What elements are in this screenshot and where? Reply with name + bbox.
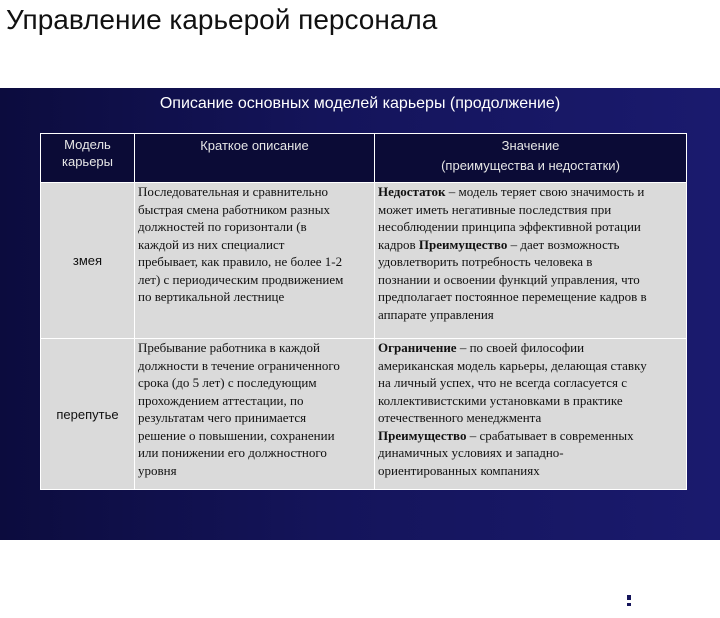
value-text: несоблюдении принципа эффективной ротации	[378, 219, 641, 234]
model-name-cell	[41, 339, 135, 490]
header-description-label: Краткое описание	[200, 138, 309, 153]
header-value-line: Значение	[501, 138, 560, 153]
slide-title: Управление карьерой персонала	[6, 4, 438, 35]
header-description	[135, 134, 375, 183]
value-text: аппарате управления	[378, 306, 494, 322]
description-line: Пребывание работника в каждой	[138, 340, 320, 355]
value-text: познании и освоении функций управления, что	[378, 271, 640, 287]
description-line: по вертикальной лестнице	[138, 289, 285, 304]
table-row	[41, 339, 687, 490]
model-name-cell	[41, 183, 135, 339]
value-line	[378, 444, 684, 462]
model-value-cell	[375, 339, 687, 490]
value-keyword: Преимущество	[378, 427, 467, 443]
value-line	[378, 253, 684, 271]
model-name: перепутье	[56, 406, 119, 422]
content-panel	[0, 88, 720, 612]
value-line	[378, 339, 684, 357]
value-text: предполагает постоянное перемещение кадров в	[378, 289, 647, 304]
value-text: на личный успех, что не всегда согласуется с	[378, 375, 628, 390]
value-text: может иметь негативные последствия при	[378, 201, 612, 217]
description-line: лет) с периодическим продвижением	[138, 271, 344, 287]
description-line: должностей по горизонтали (в	[138, 219, 307, 234]
table-row	[41, 183, 687, 339]
value-text: удовлетворить потребность человека в	[378, 254, 593, 269]
value-keyword: Преимущество	[418, 236, 508, 252]
description-line: пребывает, как правило, не более 1-2	[138, 254, 343, 269]
vguies-logo	[622, 588, 694, 618]
description-line: результатам чего принимается	[138, 410, 307, 425]
value-text: коллективистскими установками в практике	[378, 392, 623, 408]
value-line	[378, 392, 684, 410]
header-model-line: карьеры	[61, 154, 113, 169]
slide-subtitle: Описание основных моделей карьеры (продолжение)	[159, 95, 561, 112]
career-models-table	[40, 133, 687, 490]
value-line	[378, 427, 684, 445]
model-name: змея	[72, 253, 103, 268]
value-line	[378, 409, 684, 427]
description-line: быстрая смена работником разных	[138, 201, 330, 217]
model-description-cell	[135, 183, 375, 339]
logo-text: ВГУЭС	[640, 593, 694, 612]
value-line	[378, 374, 684, 392]
value-text: – срабатывает в современных	[466, 427, 634, 443]
value-line	[378, 236, 684, 254]
description-line: уровня	[138, 462, 177, 478]
table-header-row	[41, 134, 687, 183]
description-line: или понижении его должностного	[138, 445, 327, 460]
header-model-line: Модель	[64, 137, 111, 152]
value-line	[378, 201, 684, 219]
value-line	[378, 218, 684, 236]
value-text: динамичных условиях и западно-	[378, 445, 564, 460]
model-value-cell	[375, 183, 687, 339]
university-emblem-icon	[622, 590, 636, 616]
description-line: должности в течение ограниченного	[138, 357, 340, 373]
value-keyword: Ограничение	[378, 340, 457, 355]
header-model	[41, 134, 135, 183]
header-value-line: (преимущества и недостатки)	[441, 158, 620, 173]
value-line	[378, 288, 684, 306]
value-line	[378, 357, 684, 375]
description-line: Последовательная и сравнительно	[138, 184, 329, 199]
value-text: американская модель карьеры, делающая ставку	[378, 357, 647, 373]
value-line	[378, 306, 684, 324]
value-text: – дает возможность	[507, 236, 620, 252]
value-keyword: Недостаток	[378, 184, 446, 199]
value-text: – по своей философии	[456, 340, 585, 355]
value-line	[378, 271, 684, 289]
value-text: отечественного менеджмента	[378, 410, 542, 425]
header-value	[375, 134, 687, 183]
description-line: прохождением аттестации, по	[138, 392, 304, 408]
model-description-cell	[135, 339, 375, 490]
description-line: срока (до 5 лет) с последующим	[138, 375, 317, 390]
description-line: каждой из них специалист	[138, 236, 285, 252]
description-line: решение о повышении, сохранении	[138, 427, 335, 443]
value-line	[378, 183, 684, 201]
value-text: ориентированных компаниях	[378, 462, 540, 478]
value-line	[378, 462, 684, 480]
value-text: – модель теряет свою значимость и	[445, 184, 645, 199]
value-text: кадров	[378, 236, 419, 252]
